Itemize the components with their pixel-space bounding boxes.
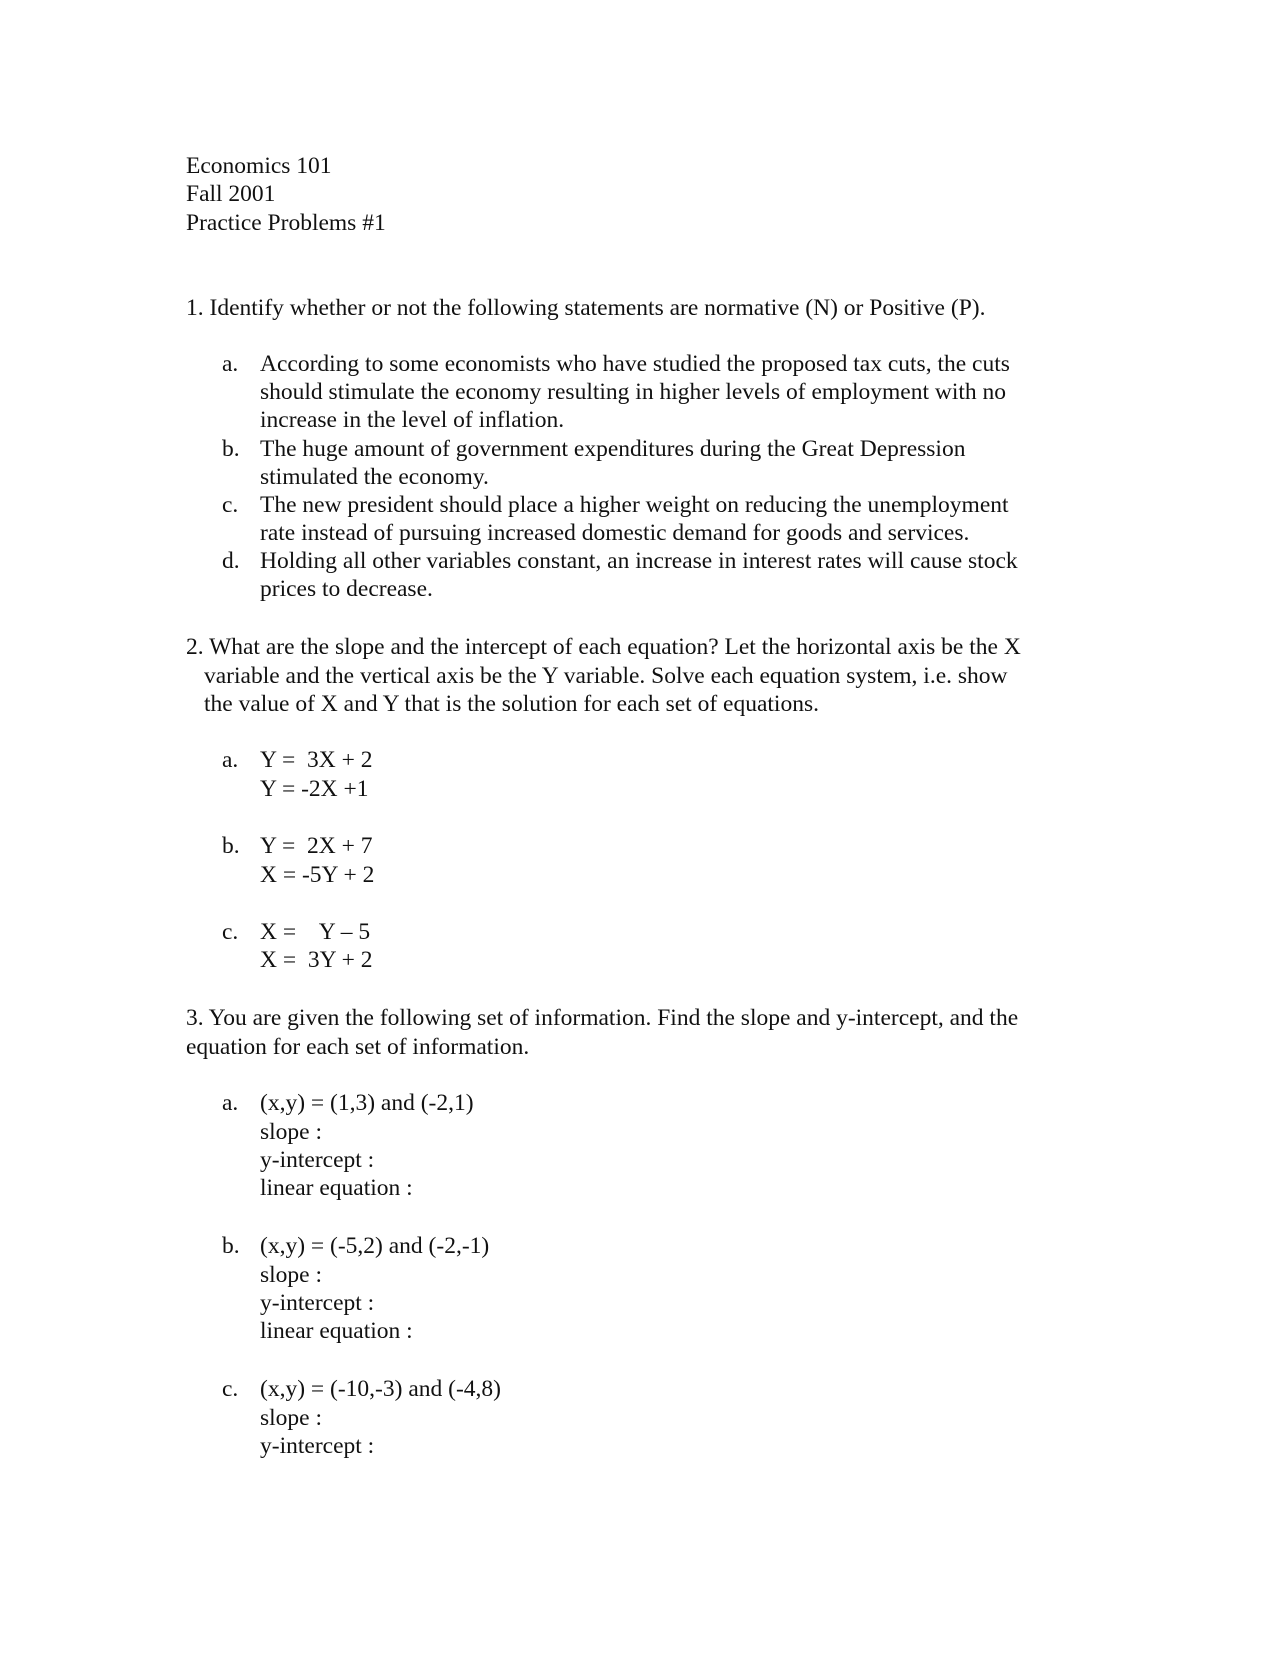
q1-item-c-line-2: rate instead of pursuing increased domestic demand for goods and services. — [260, 520, 970, 546]
q3-item-a-label: a. — [222, 1090, 239, 1116]
q3-item-b-label: b. — [222, 1233, 240, 1259]
q2-item-c-equation-1: X = Y – 5 — [260, 919, 371, 945]
question-3-line-1: 3. You are given the following set of information. Find the slope and y-intercept, and the — [186, 1005, 1019, 1031]
q3-item-c-slope: slope : — [260, 1405, 323, 1431]
q3-item-b-slope: slope : — [260, 1262, 323, 1288]
q1-item-d-label: d. — [222, 548, 240, 574]
q1-item-a-line-2: should stimulate the economy resulting in higher levels of employment with no — [260, 379, 1006, 405]
question-3-line-2: equation for each set of information. — [186, 1034, 530, 1060]
question-2-line-1: 2. What are the slope and the intercept of each equation? Let the horizontal axis be the X — [186, 634, 1021, 660]
document-title: Practice Problems #1 — [186, 210, 386, 236]
q1-item-c-line-1: The new president should place a higher weight on reducing the unemployment — [260, 492, 1009, 518]
q2-item-c-equation-2: X = 3Y + 2 — [260, 947, 373, 973]
q2-item-a-label: a. — [222, 747, 239, 773]
q3-item-a-equation: linear equation : — [260, 1175, 413, 1201]
q1-item-a-line-1: According to some economists who have studied the proposed tax cuts, the cuts — [260, 351, 1010, 377]
q2-item-a-equation-2: Y = -2X +1 — [260, 776, 369, 802]
q1-item-b-line-2: stimulated the economy. — [260, 464, 489, 490]
q1-item-c-label: c. — [222, 492, 239, 518]
q2-item-b-equation-2: X = -5Y + 2 — [260, 862, 375, 888]
q2-item-c-label: c. — [222, 919, 239, 945]
question-2-line-2: variable and the vertical axis be the Y variable. Solve each equation system, i.e. show — [204, 663, 1008, 689]
q3-item-c-intercept: y-intercept : — [260, 1433, 375, 1459]
q3-item-b-equation: linear equation : — [260, 1318, 413, 1344]
q3-item-c-points: (x,y) = (-10,-3) and (-4,8) — [260, 1376, 501, 1402]
q3-item-a-points: (x,y) = (1,3) and (-2,1) — [260, 1090, 474, 1116]
q1-item-d-line-2: prices to decrease. — [260, 576, 433, 602]
q3-item-c-label: c. — [222, 1376, 239, 1402]
q3-item-a-slope: slope : — [260, 1119, 323, 1145]
question-1-prompt: 1. Identify whether or not the following statements are normative (N) or Positive (P). — [186, 295, 986, 321]
course-name: Economics 101 — [186, 153, 332, 179]
q2-item-b-label: b. — [222, 833, 240, 859]
question-2-line-3: the value of X and Y that is the solution for each set of equations. — [204, 691, 819, 717]
q3-item-a-intercept: y-intercept : — [260, 1147, 375, 1173]
q1-item-a-label: a. — [222, 351, 239, 377]
q1-item-d-line-1: Holding all other variables constant, an increase in interest rates will cause stock — [260, 548, 1018, 574]
q3-item-b-intercept: y-intercept : — [260, 1290, 375, 1316]
q2-item-b-equation-1: Y = 2X + 7 — [260, 833, 373, 859]
q3-item-b-points: (x,y) = (-5,2) and (-2,-1) — [260, 1233, 490, 1259]
term: Fall 2001 — [186, 181, 276, 207]
q1-item-b-label: b. — [222, 436, 240, 462]
q2-item-a-equation-1: Y = 3X + 2 — [260, 747, 373, 773]
q1-item-b-line-1: The huge amount of government expenditures during the Great Depression — [260, 436, 966, 462]
q1-item-a-line-3: increase in the level of inflation. — [260, 407, 565, 433]
